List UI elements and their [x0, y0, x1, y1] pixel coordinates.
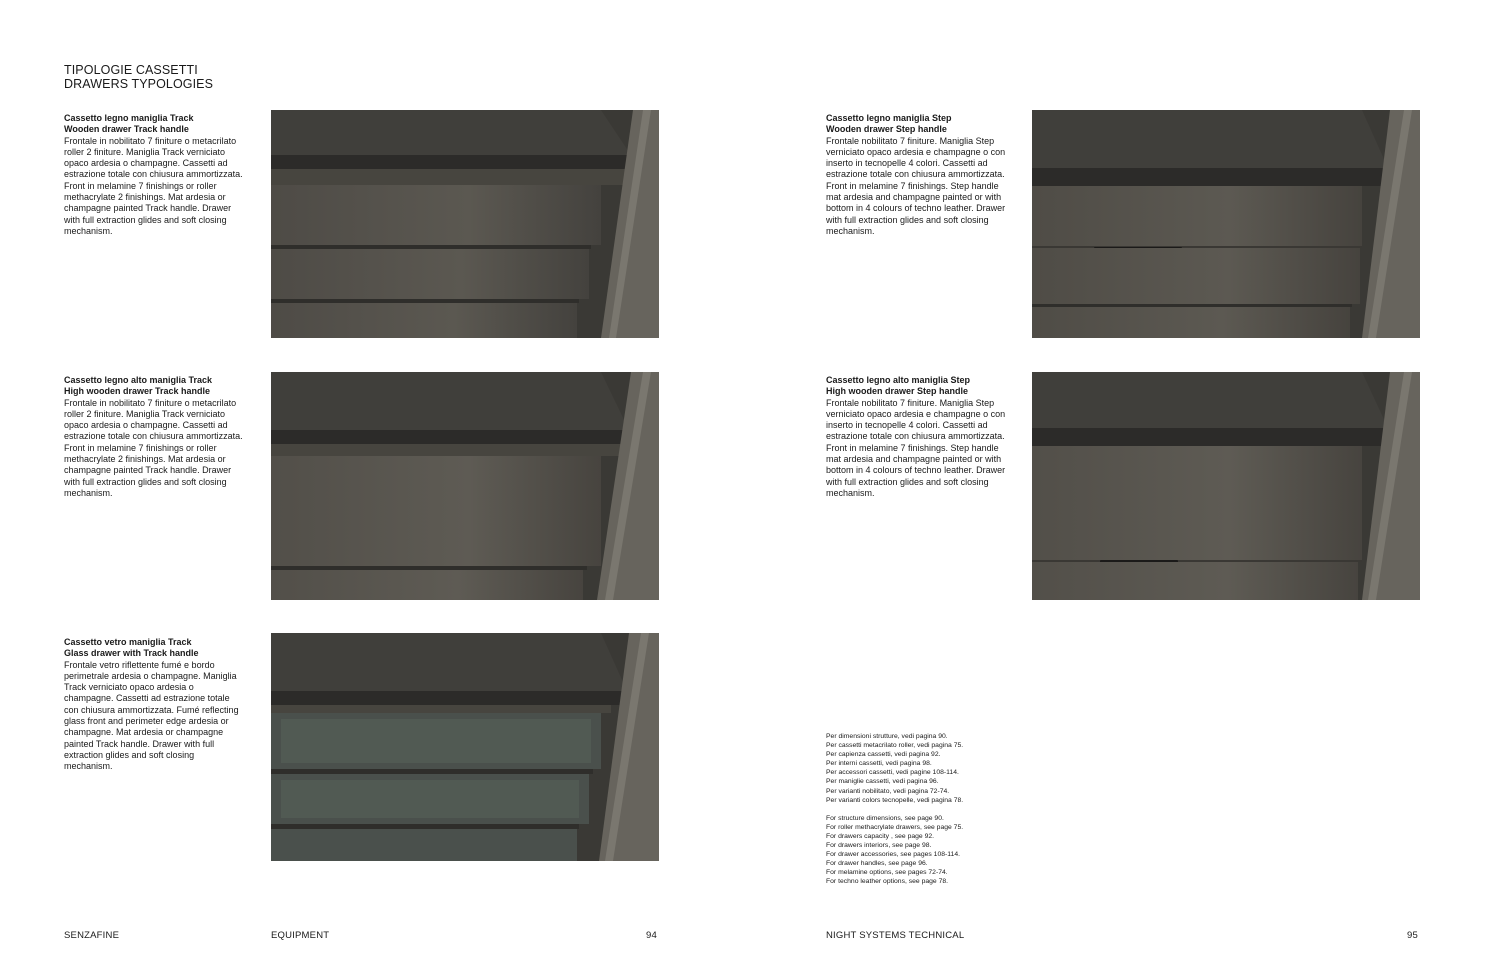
- description-track-high-wooden: [64, 375, 249, 499]
- reference-en: For drawers capacity , see page 92.: [826, 832, 935, 840]
- description-step-high-wooden: [826, 375, 1011, 499]
- page-heading: [64, 63, 213, 91]
- page-references: [826, 732, 1026, 887]
- description-body: Frontale vetro riflettente fumé e bordo perimetrale ardesia o champagne. Maniglia Track verniciato opaco ardesia o champagne. Cassetti ad estrazione totale con chiusura ammortizzata. Fumé reflecting glass front and perimeter edge ardesia or champagne. Mat ardesia or champagne painted Track handle. Drawer with full extraction glides and soft closing mechanism.: [64, 659, 239, 772]
- reference-en: For structure dimensions, see page 90.: [826, 814, 944, 822]
- title-english: High wooden drawer Track handle: [64, 386, 211, 397]
- reference-en: For drawers interiors, see page 98.: [826, 842, 932, 850]
- reference-it: Per interni cassetti, vedi pagina 98.: [826, 760, 932, 768]
- reference-en: For roller methacrylate drawers, see page 75.: [826, 823, 964, 831]
- heading-italian: TIPOLOGIE CASSETTI: [64, 63, 198, 77]
- heading-english: DRAWERS TYPOLOGIES: [64, 77, 214, 91]
- description-track-glass: [64, 637, 244, 773]
- reference-it: Per maniglie cassetti, vedi pagina 96.: [826, 778, 939, 786]
- reference-en: For drawer accessories, see pages 108-114.: [826, 851, 960, 859]
- photo-high-wooden-drawer-step: [1032, 372, 1420, 600]
- title-italian: Cassetto legno alto maniglia Step: [826, 375, 971, 385]
- footer-brand: SENZAFINE: [64, 930, 120, 941]
- description-body: Frontale in nobilitato 7 finiture o metacrilato roller 2 finiture. Maniglia Track verniciato opaco ardesia o champagne. Cassetti ad estrazione totale con chiusura ammortizzata. Front in melamine 7 finishings or roller methacrylate 2 finishings. Mat ardesia or champagne painted Track handle. Drawer with full extraction glides and soft closing mechanism.: [64, 397, 243, 498]
- reference-en: For melamine options, see pages 72-74.: [826, 869, 948, 877]
- title-english: Glass drawer with Track handle: [64, 648, 199, 659]
- title-italian: Cassetto vetro maniglia Track: [64, 637, 192, 647]
- page-number-right: 95: [1407, 930, 1418, 941]
- reference-it: Per dimensioni strutture, vedi pagina 90.: [826, 733, 948, 740]
- footer-section-right: NIGHT SYSTEMS TECHNICAL: [826, 930, 965, 941]
- page-number-left: 94: [646, 930, 657, 941]
- description-body: Frontale nobilitato 7 finiture. Maniglia Step verniciato opaco ardesia e champagne o con inserto in tecnopelle 4 colori. Cassetti ad estrazione totale con chiusura ammortizzata. Front in melamine 7 finishings. Step handle mat ardesia and champagne painted or with bottom in 4 colours of techno leather. Drawer with full extraction glides and soft closing mechanism.: [826, 135, 1006, 236]
- title-italian: Cassetto legno maniglia Step: [826, 113, 952, 123]
- title-english: High wooden drawer Step handle: [826, 386, 969, 397]
- reference-it: Per varianti colors tecnopelle, vedi pagina 78.: [826, 796, 964, 804]
- photo-wooden-drawer-track: [271, 110, 659, 338]
- title-english: Wooden drawer Step handle: [826, 124, 947, 135]
- reference-it: Per cassetti metacrilato roller, vedi pagina 75.: [826, 742, 964, 750]
- title-italian: Cassetto legno alto maniglia Track: [64, 375, 213, 385]
- description-body: Frontale nobilitato 7 finiture. Maniglia Step verniciato opaco ardesia e champagne o con inserto in tecnopelle 4 colori. Cassetti ad estrazione totale con chiusura ammortizzata. Front in melamine 7 finishings. Step handle mat ardesia and champagne painted or with bottom in 4 colours of techno leather. Drawer with full extraction glides and soft closing mechanism.: [826, 397, 1006, 498]
- footer-section-left: EQUIPMENT: [271, 930, 330, 941]
- reference-it: Per capienza cassetti, vedi pagina 92.: [826, 751, 941, 759]
- title-italian: Cassetto legno maniglia Track: [64, 113, 194, 123]
- description-track-wooden: [64, 113, 249, 237]
- reference-en: For techno leather options, see page 78.: [826, 878, 949, 886]
- reference-it: Per varianti nobilitato, vedi pagina 72-74.: [826, 787, 950, 795]
- photo-high-wooden-drawer-track: [271, 372, 659, 600]
- reference-en: For drawer handles, see page 96.: [826, 860, 928, 868]
- photo-wooden-drawer-step: [1032, 110, 1420, 338]
- description-body: Frontale in nobilitato 7 finiture o metacrilato roller 2 finiture. Maniglia Track verniciato opaco ardesia o champagne. Cassetti ad estrazione totale con chiusura ammortizzata. Front in melamine 7 finishings or roller methacrylate 2 finishings. Mat ardesia or champagne painted Track handle. Drawer with full extraction glides and soft closing mechanism.: [64, 135, 243, 236]
- photo-glass-drawer-track: [271, 633, 659, 861]
- reference-it: Per accessori cassetti, vedi pagine 108-114.: [826, 769, 959, 777]
- title-english: Wooden drawer Track handle: [64, 124, 189, 135]
- description-step-wooden: [826, 113, 1011, 237]
